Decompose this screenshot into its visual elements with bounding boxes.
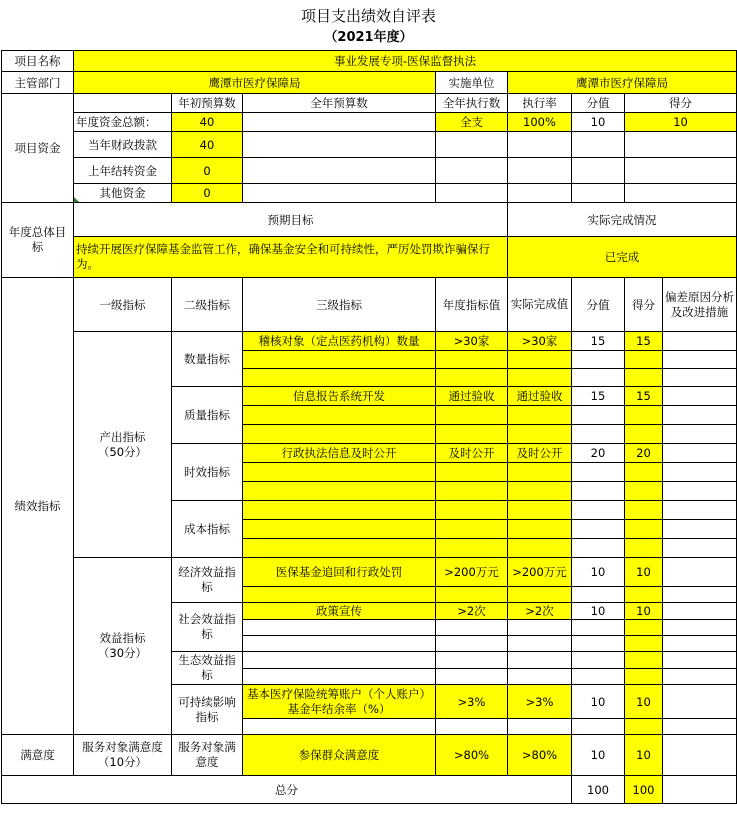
output-indicator	[74, 332, 172, 558]
satisfaction-item-target: >80%	[436, 735, 508, 776]
impl-label: 实施单位	[436, 72, 508, 94]
cost-label: 成本指标	[172, 501, 243, 558]
perf-col-target: 年度指标值	[436, 278, 508, 332]
economic-item-name: 医保基金追回和行政处罚	[243, 558, 436, 587]
col-score: 得分	[625, 94, 737, 113]
perf-col-score: 得分	[625, 278, 663, 332]
quantity-item-actual: >30家	[508, 332, 572, 351]
quality-item-target: 通过验收	[436, 387, 508, 406]
sheet-subtitle: （2021年度）	[324, 30, 413, 45]
satisfaction-level1-score: （10分）	[97, 755, 148, 769]
satisfaction-item-value: 10	[572, 735, 625, 776]
col-initial-budget: 年初预算数	[172, 94, 243, 113]
funds-carryover-initial: 0	[172, 158, 243, 184]
total-label: 总分	[2, 776, 572, 804]
sheet-title: 项目支出绩效自评表	[300, 7, 436, 25]
funds-total-score: 10	[625, 113, 737, 132]
col-annual-budget: 全年预算数	[243, 94, 436, 113]
funds-total-initial: 40	[172, 113, 243, 132]
sustainable-label: 可持续影响指标	[172, 685, 243, 735]
social-label: 社会效益指标	[172, 603, 243, 652]
funds-total-rate: 100%	[508, 113, 572, 132]
satisfaction-level2: 服务对象满意度	[172, 735, 243, 776]
perf-col-value: 分值	[572, 278, 625, 332]
funds-other-label: 其他资金	[74, 184, 172, 203]
quality-label: 质量指标	[172, 387, 243, 444]
goals-actual-text: 已完成	[508, 237, 737, 278]
sustainable-item-actual: >3%	[508, 685, 572, 719]
quantity-item-target: >30家	[436, 332, 508, 351]
sustainable-item-name: 基本医疗保险统筹账户（个人账户）基金年结余率（%）	[243, 685, 436, 719]
economic-item-value: 10	[572, 558, 625, 587]
project-name: 事业发展专项-医保监督执法	[74, 51, 737, 72]
funds-other-initial: 0	[172, 184, 243, 203]
timeliness-item-name: 行政执法信息及时公开	[243, 444, 436, 463]
perf-col-level3: 三级指标	[243, 278, 436, 332]
sustainable-item-value: 10	[572, 685, 625, 719]
funds-section-label: 项目资金	[2, 94, 74, 203]
quality-item-score: 15	[625, 387, 663, 406]
effect-label: 效益指标	[99, 631, 146, 645]
funds-blank-header	[74, 94, 172, 113]
quantity-item-value: 15	[572, 332, 625, 351]
economic-label: 经济效益指标	[172, 558, 243, 603]
output-score: （50分）	[97, 444, 148, 459]
timeliness-item-actual: 及时公开	[508, 444, 572, 463]
funds-total-label: 年度资金总额：	[74, 113, 172, 132]
satisfaction-level1-label: 服务对象满意度	[82, 740, 163, 754]
social-item-target: >2次	[436, 603, 508, 620]
perf-col-level1: 一级指标	[74, 278, 172, 332]
impl-value: 鹰潭市医疗保障局	[508, 72, 737, 94]
satisfaction-item-actual: >80%	[508, 735, 572, 776]
goals-section-label: 年度总体目标	[2, 203, 74, 278]
perf-col-actual: 实际完成值	[508, 278, 572, 332]
goals-expected-label: 预期目标	[74, 203, 508, 237]
economic-item-target: >200万元	[436, 558, 508, 587]
col-score-value: 分值	[572, 94, 625, 113]
satisfaction-section-label: 满意度	[2, 735, 74, 776]
funds-total-annual	[243, 113, 436, 132]
social-item-name: 政策宣传	[243, 603, 436, 620]
funds-fiscal-label: 当年财政拨款	[74, 132, 172, 158]
quality-item-value: 15	[572, 387, 625, 406]
project-name-label: 项目名称	[2, 51, 74, 72]
sustainable-item-score: 10	[625, 685, 663, 719]
output-label: 产出指标	[99, 429, 146, 444]
quality-item-actual: 通过验收	[508, 387, 572, 406]
social-item-value: 10	[572, 603, 625, 620]
quantity-item-name: 稽核对象（定点医药机构）数量	[243, 332, 436, 351]
sustainable-item-target: >3%	[436, 685, 508, 719]
perf-col-level2: 二级指标	[172, 278, 243, 332]
col-execution-rate: 执行率	[508, 94, 572, 113]
funds-fiscal-initial: 40	[172, 132, 243, 158]
social-item-score: 10	[625, 603, 663, 620]
dept-label: 主管部门	[2, 72, 74, 94]
timeliness-item-value: 20	[572, 444, 625, 463]
funds-total-executed: 全支	[436, 113, 508, 132]
performance-section-label: 绩效指标	[2, 278, 74, 735]
economic-item-actual: >200万元	[508, 558, 572, 587]
timeliness-item-target: 及时公开	[436, 444, 508, 463]
funds-total-score-value: 10	[572, 113, 625, 132]
timeliness-item-score: 20	[625, 444, 663, 463]
total-value: 100	[572, 776, 625, 804]
effect-score: （30分）	[97, 646, 148, 660]
total-score: 100	[625, 776, 663, 804]
satisfaction-item-name: 参保群众满意度	[243, 735, 436, 776]
goals-actual-label: 实际完成情况	[508, 203, 737, 237]
quantity-label: 数量指标	[172, 332, 243, 387]
goals-expected-text: 持续开展医疗保障基金监管工作，确保基金安全和可持续性，严厉处罚欺诈骗保行为。	[74, 237, 508, 278]
quality-item-name: 信息报告系统开发	[243, 387, 436, 406]
evaluation-table	[1, 50, 737, 804]
perf-col-deviation: 偏差原因分析及改进措施	[663, 278, 737, 332]
effect-indicator	[74, 558, 172, 735]
funds-carryover-label: 上年结转资金	[74, 158, 172, 184]
satisfaction-item-score: 10	[625, 735, 663, 776]
economic-item-score: 10	[625, 558, 663, 587]
social-item-actual: >2次	[508, 603, 572, 620]
col-annual-executed: 全年执行数	[436, 94, 508, 113]
ecological-label: 生态效益指标	[172, 652, 243, 685]
evaluation-table-wrap	[1, 50, 737, 804]
timeliness-label: 时效指标	[172, 444, 243, 501]
satisfaction-level1	[74, 735, 172, 776]
quantity-item-score: 15	[625, 332, 663, 351]
dept-value: 鹰潭市医疗保障局	[74, 72, 436, 94]
